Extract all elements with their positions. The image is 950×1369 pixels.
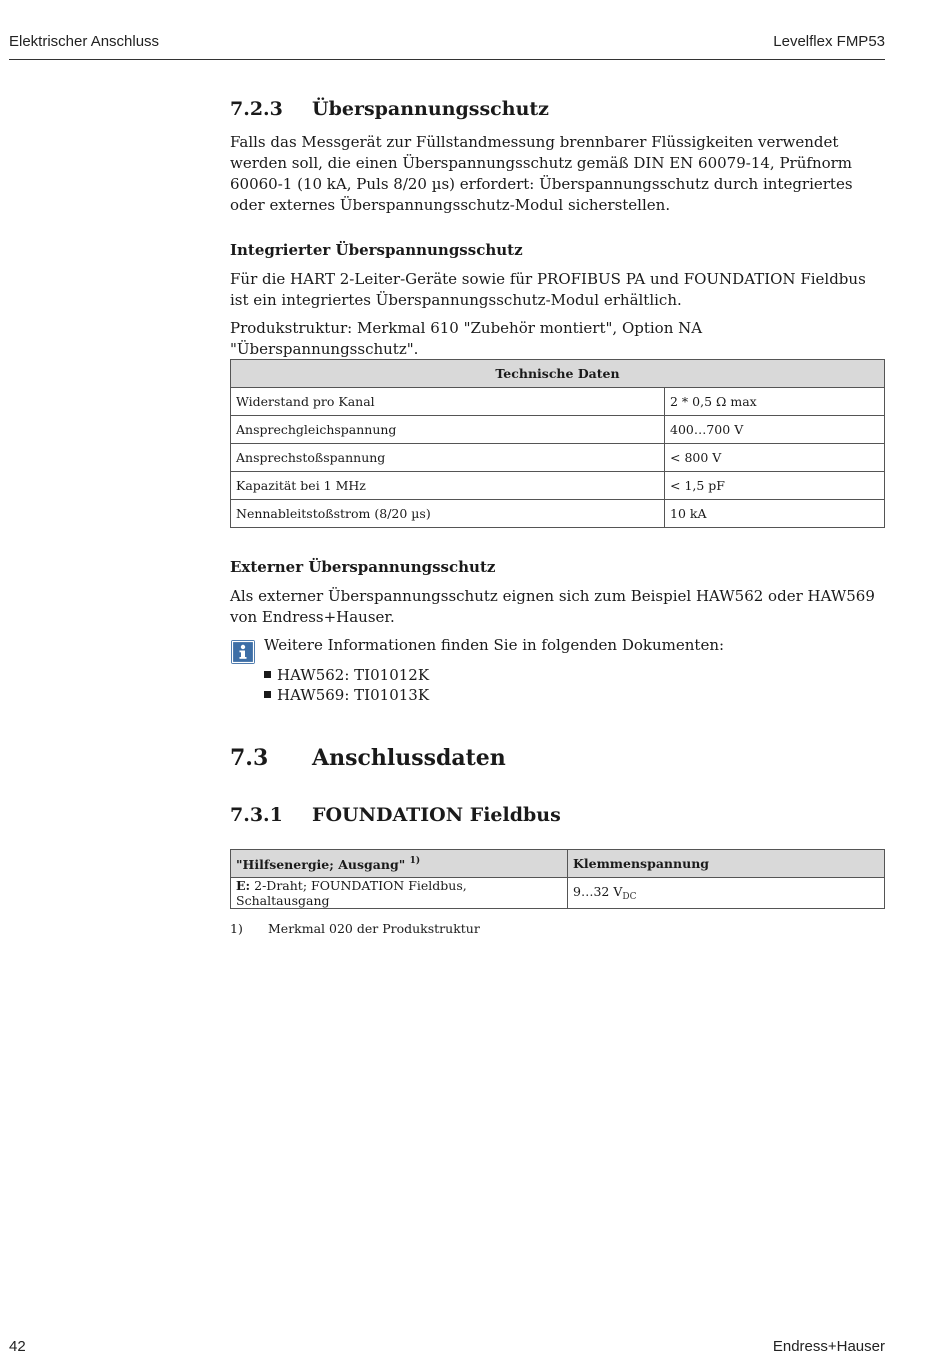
paragraph-integrated: Für die HART 2-Leiter-Geräte sowie für PROFIBUS PA und FOUNDATION Fieldbus ist ein integriertes Überspannungsschutz-Modul erhältlich. — [230, 270, 866, 309]
tech-data-table — [230, 359, 885, 528]
paragraph-surge-intro: Falls das Messgerät zur Füllstandmessung brennbarer Flüssigkeiten verwendet werden soll, die einen Überspannungsschutz gemäß DIN EN 60079-14, Prüfnorm 60060-1 (10 kA, Puls 8/20 µs) erfordert: Überspannungsschutz durch integriertes oder externes Überspannungsschutz-Modul sicherstellen. — [230, 133, 853, 214]
section-number: 7.3 — [230, 745, 269, 771]
subheading-integrated: Integrierter Überspannungsschutz — [230, 241, 523, 259]
section-heading-7-3-1 — [230, 804, 885, 826]
row-label: Nennableitstoßstrom (8/20 µs) — [231, 500, 665, 528]
footer-brand: Endress+Hauser — [772, 1338, 885, 1355]
section-heading-7-3 — [230, 745, 885, 771]
paragraph-external: Als externer Überspannungsschutz eignen sich zum Beispiel HAW562 oder HAW569 von Endress+Hauser. — [230, 587, 875, 626]
table-row — [231, 472, 885, 500]
row-value: 400…700 V — [665, 416, 885, 444]
row-value: < 800 V — [665, 444, 885, 472]
ff-table-wrap — [230, 849, 885, 909]
footnote-text: Merkmal 020 der Produkstruktur — [268, 921, 480, 936]
running-header-right: Levelflex FMP53 — [773, 33, 885, 50]
table-row — [231, 444, 885, 472]
row-label: Ansprechgleichspannung — [231, 416, 665, 444]
table-row — [231, 416, 885, 444]
row-label: Ansprechstoßspannung — [231, 444, 665, 472]
row-label: E: 2-Draht; FOUNDATION Fieldbus, Schaltausgang — [231, 878, 568, 909]
section-title: Anschlussdaten — [312, 745, 506, 771]
table-row — [231, 500, 885, 528]
tech-data-table-wrap — [230, 359, 885, 528]
header-rule — [9, 59, 885, 60]
column-header-voltage: Klemmenspannung — [568, 850, 885, 878]
running-header-left: Elektrischer Anschluss — [9, 33, 160, 50]
bullet-icon — [264, 691, 271, 698]
row-value: 2 * 0,5 Ω max — [665, 388, 885, 416]
section-number: 7.2.3 — [230, 98, 283, 120]
table-row — [231, 878, 885, 909]
subheading-external: Externer Überspannungsschutz — [230, 558, 496, 576]
row-value: 9…32 $V_{DC}$ — [568, 878, 885, 909]
list-item: HAW569: TI01013K — [264, 685, 429, 705]
section-heading-7-2-3 — [230, 98, 885, 120]
column-header-supply: "Hilfsenergie; Ausgang" $^{1)}$ — [231, 850, 568, 878]
ff-table — [230, 849, 885, 909]
page-number: 42 — [9, 1338, 26, 1355]
info-note: Weitere Informationen finden Sie in folgenden Dokumenten: — [264, 636, 725, 654]
section-number: 7.3.1 — [230, 804, 283, 826]
table-row — [231, 388, 885, 416]
list-item: HAW562: TI01012K — [264, 665, 429, 685]
row-label: Widerstand pro Kanal — [231, 388, 665, 416]
table-header: Technische Daten — [231, 360, 885, 388]
row-value: < 1,5 pF — [665, 472, 885, 500]
footnote-mark: 1) — [230, 921, 243, 936]
section-title: FOUNDATION Fieldbus — [312, 804, 561, 826]
bullet-icon — [264, 671, 271, 678]
row-value: 10 kA — [665, 500, 885, 528]
paragraph-product-structure: Produkstruktur: Merkmal 610 "Zubehör montiert", Option NA "Überspannungsschutz". — [230, 319, 703, 358]
row-label: Kapazität bei 1 MHz — [231, 472, 665, 500]
info-icon — [231, 640, 255, 664]
section-title: Überspannungsschutz — [312, 98, 549, 120]
